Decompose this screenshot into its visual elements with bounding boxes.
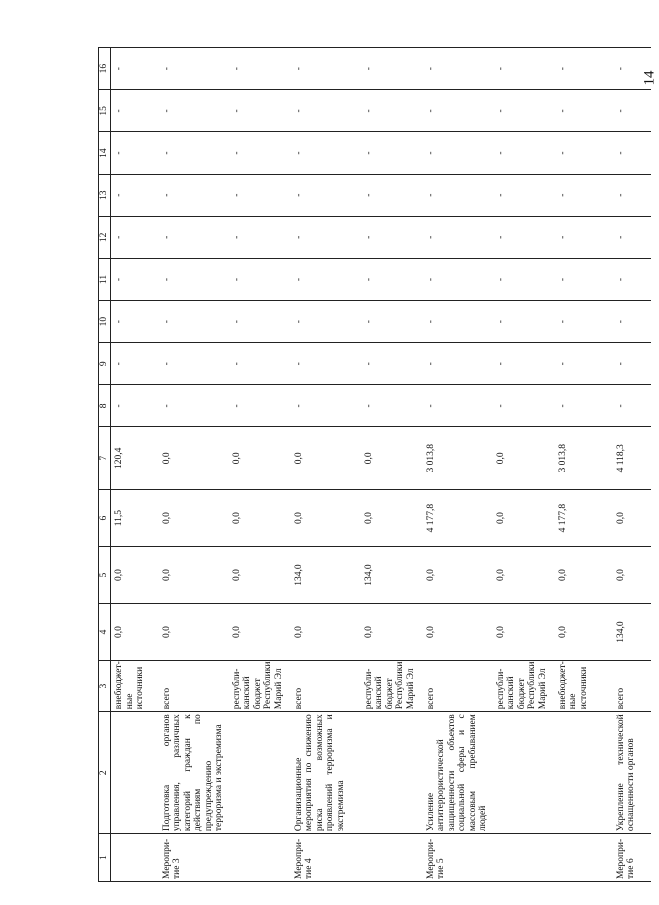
table-row bbox=[423, 48, 493, 882]
value-cell: - bbox=[493, 216, 555, 258]
value-cell: - bbox=[423, 90, 493, 132]
measure-name-cell bbox=[229, 834, 291, 882]
measure-description-cell bbox=[111, 712, 159, 834]
measure-description-cell bbox=[361, 712, 423, 834]
value-cell: - bbox=[555, 90, 613, 132]
column-header: 3 bbox=[99, 660, 111, 711]
value-cell: 0,0 bbox=[159, 427, 229, 490]
funding-source-cell: всего bbox=[159, 660, 229, 711]
value-cell: - bbox=[111, 301, 159, 343]
column-header: 13 bbox=[99, 174, 111, 216]
table-row bbox=[613, 48, 651, 882]
page-number: 14 bbox=[641, 70, 658, 86]
value-cell: 4 118,3 bbox=[613, 427, 651, 490]
value-cell: - bbox=[493, 132, 555, 174]
table-row bbox=[493, 48, 555, 882]
value-cell: - bbox=[361, 343, 423, 385]
column-header: 7 bbox=[99, 427, 111, 490]
table-row bbox=[361, 48, 423, 882]
value-cell: - bbox=[423, 385, 493, 427]
value-cell: - bbox=[229, 258, 291, 300]
value-cell: - bbox=[111, 48, 159, 90]
measure-name-cell: Меропри- тие 6 bbox=[613, 834, 651, 882]
value-cell: 0,0 bbox=[229, 490, 291, 547]
value-cell: - bbox=[555, 385, 613, 427]
measure-description-cell: Укрепление технической оснащенности органов bbox=[613, 712, 651, 834]
column-header: 2 bbox=[99, 712, 111, 834]
table-header-row bbox=[99, 48, 111, 882]
column-header: 16 bbox=[99, 48, 111, 90]
value-cell: - bbox=[111, 385, 159, 427]
value-cell: - bbox=[291, 48, 361, 90]
table-row bbox=[229, 48, 291, 882]
value-cell: - bbox=[159, 90, 229, 132]
value-cell: - bbox=[291, 216, 361, 258]
value-cell: - bbox=[555, 216, 613, 258]
value-cell: - bbox=[111, 90, 159, 132]
table-row bbox=[291, 48, 361, 882]
value-cell: 0,0 bbox=[423, 604, 493, 661]
value-cell: - bbox=[229, 385, 291, 427]
column-header: 14 bbox=[99, 132, 111, 174]
value-cell: 134,0 bbox=[361, 547, 423, 604]
value-cell: - bbox=[361, 258, 423, 300]
funding-source-cell: всего bbox=[291, 660, 361, 711]
value-cell: - bbox=[159, 258, 229, 300]
value-cell: 3 013,8 bbox=[555, 427, 613, 490]
value-cell: - bbox=[291, 343, 361, 385]
value-cell: 11,5 bbox=[111, 490, 159, 547]
value-cell: - bbox=[111, 258, 159, 300]
column-header: 15 bbox=[99, 90, 111, 132]
value-cell: 0,0 bbox=[493, 427, 555, 490]
measure-description-cell: Организационные мероприятия по снижению риска возможных проявлений терроризма и экстремизма bbox=[291, 712, 361, 834]
value-cell: 0,0 bbox=[159, 547, 229, 604]
value-cell: - bbox=[229, 343, 291, 385]
value-cell: - bbox=[291, 258, 361, 300]
funding-source-cell: республи- канский бюджет Республики Марий Эл bbox=[229, 660, 291, 711]
value-cell: 0,0 bbox=[493, 604, 555, 661]
value-cell: 134,0 bbox=[613, 604, 651, 661]
value-cell: - bbox=[361, 385, 423, 427]
value-cell: - bbox=[423, 132, 493, 174]
value-cell: - bbox=[423, 174, 493, 216]
measure-name-cell: Меропри- тие 4 bbox=[291, 834, 361, 882]
funding-source-cell: республи- канский бюджет Республики Марий Эл bbox=[361, 660, 423, 711]
value-cell: 0,0 bbox=[159, 490, 229, 547]
value-cell: - bbox=[361, 132, 423, 174]
value-cell: 4 177,8 bbox=[555, 490, 613, 547]
value-cell: - bbox=[291, 174, 361, 216]
value-cell: - bbox=[613, 216, 651, 258]
value-cell: - bbox=[159, 48, 229, 90]
value-cell: 0,0 bbox=[613, 490, 651, 547]
column-header: 8 bbox=[99, 385, 111, 427]
column-header: 11 bbox=[99, 258, 111, 300]
value-cell: - bbox=[493, 343, 555, 385]
value-cell: - bbox=[493, 90, 555, 132]
value-cell: - bbox=[111, 216, 159, 258]
value-cell: - bbox=[493, 174, 555, 216]
value-cell: 0,0 bbox=[361, 604, 423, 661]
value-cell: 0,0 bbox=[229, 604, 291, 661]
value-cell: - bbox=[423, 343, 493, 385]
value-cell: - bbox=[159, 216, 229, 258]
value-cell: - bbox=[423, 258, 493, 300]
value-cell: - bbox=[111, 132, 159, 174]
value-cell: - bbox=[493, 258, 555, 300]
value-cell: 0,0 bbox=[291, 490, 361, 547]
measure-name-cell bbox=[111, 834, 159, 882]
value-cell: - bbox=[613, 132, 651, 174]
value-cell: - bbox=[229, 90, 291, 132]
value-cell: 0,0 bbox=[159, 604, 229, 661]
value-cell: 0,0 bbox=[111, 547, 159, 604]
value-cell: - bbox=[361, 174, 423, 216]
value-cell: - bbox=[423, 48, 493, 90]
funding-source-cell: внебюджет- ные источники bbox=[111, 660, 159, 711]
value-cell: - bbox=[159, 132, 229, 174]
value-cell: 0,0 bbox=[291, 604, 361, 661]
value-cell: - bbox=[229, 216, 291, 258]
table-row bbox=[555, 48, 613, 882]
column-header: 5 bbox=[99, 547, 111, 604]
column-header: 4 bbox=[99, 604, 111, 661]
value-cell: - bbox=[291, 90, 361, 132]
value-cell: - bbox=[555, 174, 613, 216]
measure-name-cell: Меропри- тие 5 bbox=[423, 834, 493, 882]
value-cell: 0,0 bbox=[555, 604, 613, 661]
funding-table bbox=[98, 47, 651, 882]
value-cell: 0,0 bbox=[555, 547, 613, 604]
value-cell: - bbox=[111, 343, 159, 385]
table-row bbox=[159, 48, 229, 882]
value-cell: - bbox=[159, 343, 229, 385]
value-cell: 134,0 bbox=[291, 547, 361, 604]
value-cell: - bbox=[493, 301, 555, 343]
value-cell: - bbox=[613, 48, 651, 90]
value-cell: - bbox=[555, 301, 613, 343]
value-cell: 3 013,8 bbox=[423, 427, 493, 490]
value-cell: 0,0 bbox=[361, 427, 423, 490]
value-cell: - bbox=[555, 48, 613, 90]
measure-description-cell bbox=[555, 712, 613, 834]
value-cell: 0,0 bbox=[493, 490, 555, 547]
value-cell: - bbox=[361, 301, 423, 343]
value-cell: 0,0 bbox=[361, 490, 423, 547]
value-cell: - bbox=[229, 174, 291, 216]
column-header: 10 bbox=[99, 301, 111, 343]
value-cell: - bbox=[613, 385, 651, 427]
value-cell: - bbox=[555, 258, 613, 300]
measure-description-cell bbox=[229, 712, 291, 834]
column-header: 1 bbox=[99, 834, 111, 882]
measure-name-cell bbox=[361, 834, 423, 882]
value-cell: 0,0 bbox=[229, 427, 291, 490]
measure-name-cell: Меропри- тие 3 bbox=[159, 834, 229, 882]
value-cell: - bbox=[291, 132, 361, 174]
value-cell: - bbox=[361, 48, 423, 90]
value-cell: 0,0 bbox=[493, 547, 555, 604]
value-cell: 4 177,8 bbox=[423, 490, 493, 547]
value-cell: - bbox=[159, 385, 229, 427]
value-cell: - bbox=[229, 132, 291, 174]
value-cell: 120,4 bbox=[111, 427, 159, 490]
value-cell: - bbox=[493, 48, 555, 90]
value-cell: - bbox=[493, 385, 555, 427]
measure-description-cell: Подготовка органов управления, различных категорий граждан к действиям по предупреждению терроризма и экстремизма bbox=[159, 712, 229, 834]
value-cell: - bbox=[159, 174, 229, 216]
value-cell: - bbox=[361, 90, 423, 132]
rotated-table-container bbox=[98, 47, 636, 882]
measure-name-cell bbox=[493, 834, 555, 882]
value-cell: - bbox=[613, 343, 651, 385]
value-cell: 0,0 bbox=[229, 547, 291, 604]
table-body bbox=[111, 48, 651, 882]
column-header: 6 bbox=[99, 490, 111, 547]
column-header: 9 bbox=[99, 343, 111, 385]
measure-description-cell: Усиление антитеррористической защищенности объектов социальной сферы и с массовым пребыванием людей bbox=[423, 712, 493, 834]
funding-source-cell: республи- канский бюджет Республики Марий Эл bbox=[493, 660, 555, 711]
value-cell: - bbox=[613, 301, 651, 343]
value-cell: - bbox=[111, 174, 159, 216]
value-cell: 0,0 bbox=[111, 604, 159, 661]
value-cell: - bbox=[291, 301, 361, 343]
value-cell: - bbox=[423, 216, 493, 258]
value-cell: - bbox=[229, 48, 291, 90]
funding-source-cell: внебюджет- ные источники bbox=[555, 660, 613, 711]
value-cell: 0,0 bbox=[613, 547, 651, 604]
value-cell: - bbox=[613, 174, 651, 216]
value-cell: - bbox=[159, 301, 229, 343]
value-cell: - bbox=[613, 90, 651, 132]
funding-source-cell: всего bbox=[423, 660, 493, 711]
column-header: 12 bbox=[99, 216, 111, 258]
value-cell: 0,0 bbox=[291, 427, 361, 490]
value-cell: - bbox=[613, 258, 651, 300]
funding-source-cell: всего bbox=[613, 660, 651, 711]
value-cell: - bbox=[229, 301, 291, 343]
value-cell: - bbox=[291, 385, 361, 427]
measure-name-cell bbox=[555, 834, 613, 882]
measure-description-cell bbox=[493, 712, 555, 834]
value-cell: 0,0 bbox=[423, 547, 493, 604]
value-cell: - bbox=[423, 301, 493, 343]
table-row bbox=[111, 48, 159, 882]
value-cell: - bbox=[555, 343, 613, 385]
value-cell: - bbox=[361, 216, 423, 258]
value-cell: - bbox=[555, 132, 613, 174]
